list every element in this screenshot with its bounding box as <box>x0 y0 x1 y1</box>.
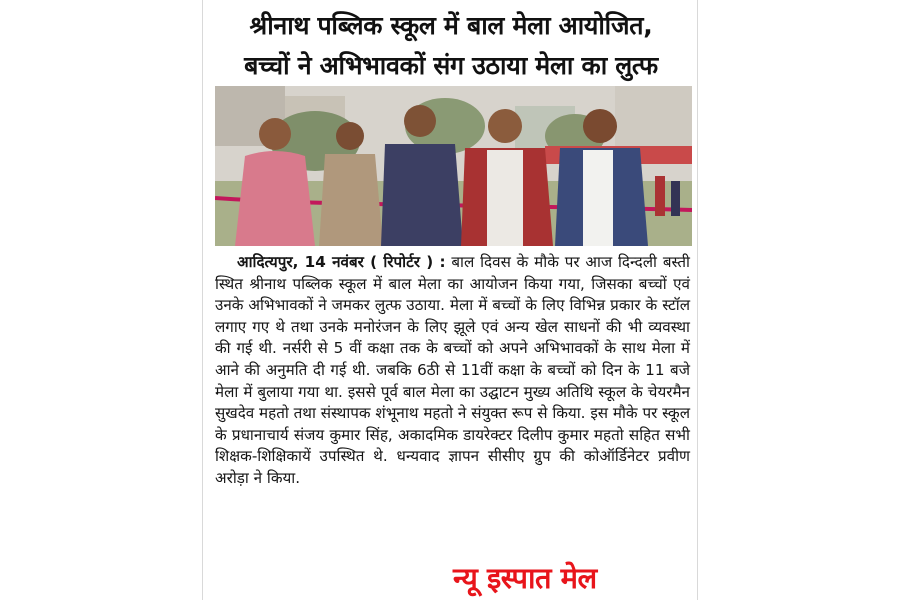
newspaper-masthead: न्यू इस्पात मेल <box>453 561 597 595</box>
event-photo <box>215 86 692 246</box>
ribbon-cutting-photo <box>215 86 692 246</box>
article-paragraph <box>215 252 690 490</box>
headline-line-2: बच्चों ने अभिभावकों संग उठाया मेला का लुत्फ <box>244 51 658 80</box>
body-text: बाल दिवस के मौके पर आज दिन्दली बस्ती स्थित श्रीनाथ पब्लिक स्कूल में बाल मेला का आयोजन किया गया, जिसका बच्चों एवं उनके अभिभावकों ने जमकर लुत्फ उठाया. मेला में बच्चों के लिए विभिन्न प्रकार के स्टॉल लगाए गए थे तथा उनके मनोरंजन के लिए झूले एवं अन्य खेल साधनों की भी व्यवस्था की गई थी. नर्सरी से 5 वीं कक्षा तक के बच्चों को अपने अभिभावकों के साथ मेला में आने की अनुमति दी गई थी. जबकि 6ठी से 11वीं कक्षा के बच्चों को दिन के 11 बजे मेला में बुलाया गया था. इससे पूर्व बाल मेला का उद्घाटन मुख्य अतिथि स्कूल के चेयरमैन सुखदेव महतो तथा संस्थापक शंभूनाथ महतो ने संयुक्त रूप से किया. इस मौके पर स्कूल के प्रधानाचार्य संजय कुमार सिंह, अकादमिक डायरेक्टर दिलीप कुमार महतो सहित सभी शिक्षक-शिक्षिकायें उपस्थित थे. धन्यवाद ज्ञापन सीसीए ग्रुप की कोऑर्डिनेटर प्रवीण अरोड़ा ने किया. <box>215 253 690 487</box>
dateline: आदित्यपुर, 14 नवंबर ( रिपोर्टर ) : <box>237 253 446 271</box>
news-clipping <box>202 0 698 600</box>
headline <box>203 6 699 86</box>
article-body <box>215 252 690 490</box>
headline-line-1: श्रीनाथ पब्लिक स्कूल में बाल मेला आयोजित, <box>249 11 653 40</box>
